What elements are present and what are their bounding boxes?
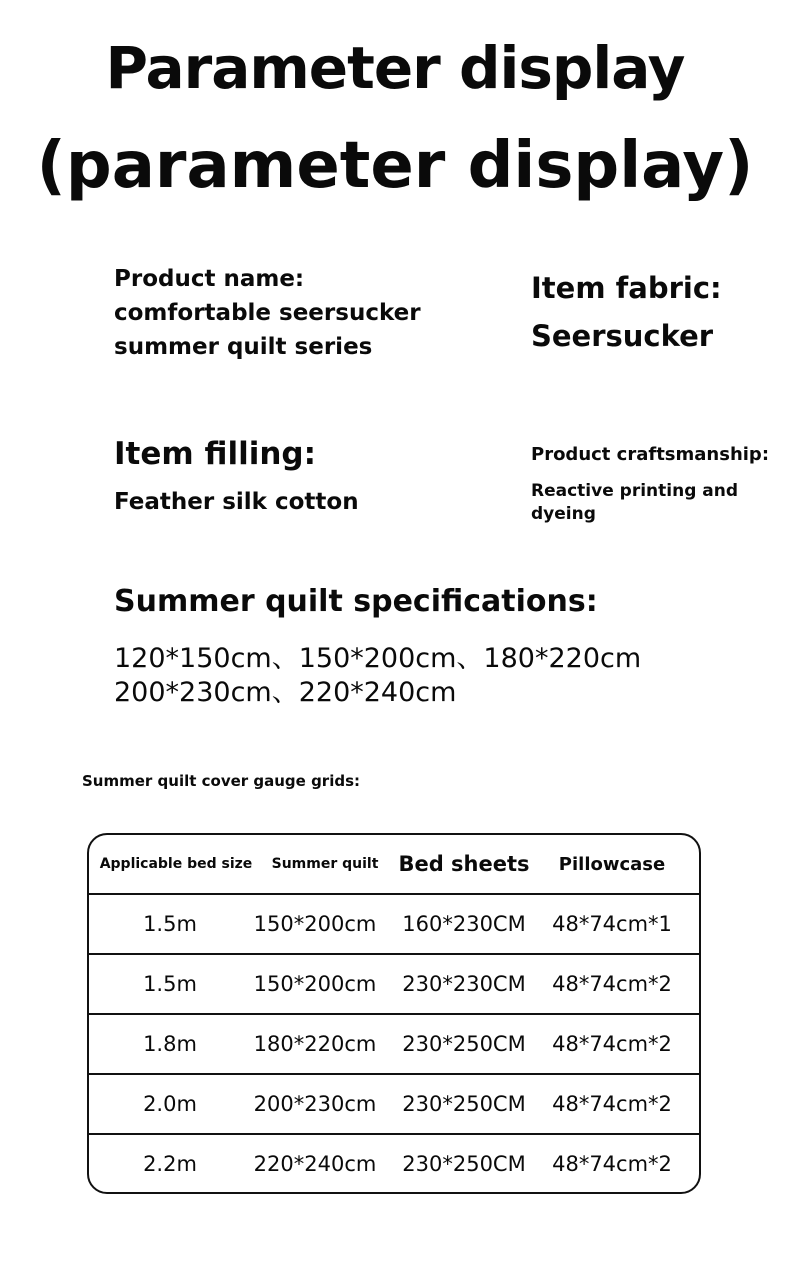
table-row [89, 1075, 699, 1135]
cell-bed-size: 1.5m [143, 912, 197, 936]
cell-bed-sheets: 230*250CM [402, 1092, 526, 1116]
specifications-line2: 200*230cm、220*240cm [114, 677, 457, 708]
filling-value: Feather silk cotton [114, 489, 359, 515]
cell-summer-quilt: 180*220cm [253, 1032, 377, 1056]
craftsmanship-value: Reactive printing and dyeing [531, 481, 739, 524]
cell-summer-quilt: 200*230cm [253, 1092, 377, 1116]
fabric-label: Item fabric: [531, 271, 722, 305]
cell-bed-sheets: 230*250CM [402, 1152, 526, 1176]
cell-bed-size: 1.8m [143, 1032, 197, 1056]
cell-summer-quilt: 150*200cm [253, 972, 377, 996]
gauge-grid-label: Summer quilt cover gauge grids: [82, 772, 361, 790]
fabric-value: Seersucker [531, 319, 714, 353]
craftsmanship-label: Product craftsmanship: [531, 444, 770, 465]
table-row [89, 1135, 699, 1192]
cell-pillowcase: 48*74cm*1 [552, 912, 672, 936]
cell-summer-quilt: 150*200cm [253, 912, 377, 936]
table-row [89, 955, 699, 1015]
cell-pillowcase: 48*74cm*2 [552, 1032, 672, 1056]
cell-pillowcase: 48*74cm*2 [552, 1152, 672, 1176]
table-header-row [89, 835, 699, 895]
cell-bed-sheets: 230*250CM [402, 1032, 526, 1056]
cell-bed-sheets: 230*230CM [402, 972, 526, 996]
cell-bed-size: 1.5m [143, 972, 197, 996]
header-bed-size: Applicable bed size [99, 856, 253, 872]
cell-bed-size: 2.0m [143, 1092, 197, 1116]
table-row [89, 895, 699, 955]
page-subtitle: (parameter display) [36, 129, 754, 203]
header-pillowcase: Pillowcase [558, 853, 666, 875]
header-summer-quilt: Summer quilt [271, 856, 379, 872]
cell-pillowcase: 48*74cm*2 [552, 972, 672, 996]
cell-bed-size: 2.2m [143, 1152, 197, 1176]
product-name-block [114, 262, 421, 364]
specifications-label: Summer quilt specifications: [114, 584, 598, 619]
page-title: Parameter display [105, 34, 685, 102]
product-name-label: Product name: [114, 266, 305, 292]
table-row [89, 1015, 699, 1075]
product-name-value-line1: comfortable seersucker [114, 300, 421, 326]
specifications-line1: 120*150cm、150*200cm、180*220cm [114, 643, 642, 674]
gauge-grid-table [87, 833, 701, 1194]
filling-label: Item filling: [114, 436, 316, 472]
header-bed-sheets: Bed sheets [398, 852, 530, 876]
cell-summer-quilt: 220*240cm [253, 1152, 377, 1176]
cell-pillowcase: 48*74cm*2 [552, 1092, 672, 1116]
cell-bed-sheets: 160*230CM [402, 912, 526, 936]
product-name-value-line2: summer quilt series [114, 334, 373, 360]
